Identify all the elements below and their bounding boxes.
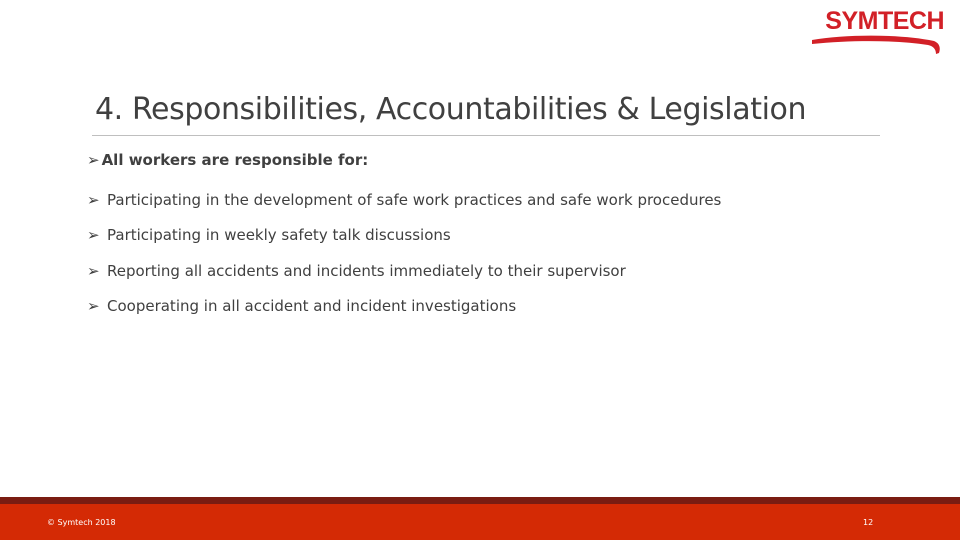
list-item-text: Cooperating in all accident and incident investigations [107,297,517,316]
list-item [87,253,927,289]
arrow-bullet-icon: ➢ [87,151,100,169]
lead-text: All workers are responsible for: [101,151,369,169]
page-title: 4. Responsibilities, Accountabilities & Legislation [95,92,807,127]
arrow-bullet-icon: ➢ [87,297,100,316]
arrow-bullet-icon: ➢ [87,261,100,280]
list-item-text: Participating in weekly safety talk discussions [107,226,451,245]
list-item [87,182,927,218]
footer-accent-bar [0,497,960,504]
logo-swoosh-icon [806,32,946,58]
list-item-text: Reporting all accidents and incidents immediately to their supervisor [107,261,626,280]
footer-copyright: © Symtech 2018 [47,518,116,527]
slide-content [87,146,927,324]
list-item-text: Participating in the development of safe work practices and safe work procedures [107,190,722,209]
list-item [87,218,927,254]
lead-statement [87,146,927,174]
symtech-logo [806,6,946,58]
logo-wordmark: SYMTECH [825,7,944,35]
responsibility-list [87,182,927,324]
list-item [87,289,927,325]
footer-bar [0,504,960,540]
page-number: 12 [863,518,874,527]
arrow-bullet-icon: ➢ [87,226,100,245]
arrow-bullet-icon: ➢ [87,190,100,209]
title-divider [92,135,880,136]
